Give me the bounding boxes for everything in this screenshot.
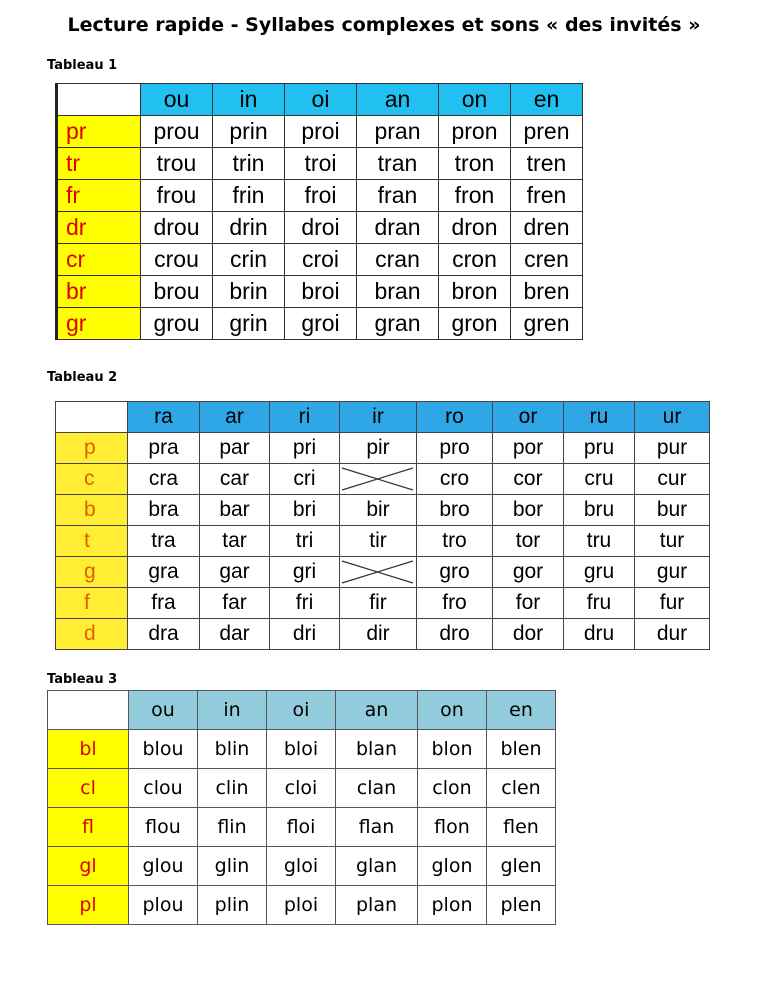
column-header: ir bbox=[340, 402, 417, 433]
syllable-cell: glen bbox=[487, 847, 556, 886]
syllable-cell: cro bbox=[417, 464, 493, 495]
table-row bbox=[56, 526, 710, 557]
syllable-cell: gra bbox=[128, 557, 200, 588]
syllable-cell: fra bbox=[128, 588, 200, 619]
corner-cell bbox=[48, 691, 129, 730]
syllable-cell: drou bbox=[141, 212, 213, 244]
column-header: ri bbox=[270, 402, 340, 433]
header-row bbox=[48, 691, 556, 730]
table-row bbox=[57, 244, 583, 276]
syllable-cell: prou bbox=[141, 116, 213, 148]
row-label: t bbox=[56, 526, 128, 557]
syllable-cell: gron bbox=[439, 308, 511, 340]
syllable-cell: clon bbox=[418, 769, 487, 808]
row-label: br bbox=[57, 276, 141, 308]
syllable-cell: dro bbox=[417, 619, 493, 650]
syllable-cell: broi bbox=[285, 276, 357, 308]
syllable-cell: gro bbox=[417, 557, 493, 588]
column-header: oi bbox=[267, 691, 336, 730]
syllable-cell: frin bbox=[213, 180, 285, 212]
column-header: en bbox=[487, 691, 556, 730]
syllable-cell: fri bbox=[270, 588, 340, 619]
header-row bbox=[57, 84, 583, 116]
syllable-cell: drin bbox=[213, 212, 285, 244]
syllable-cell: tri bbox=[270, 526, 340, 557]
column-header: ro bbox=[417, 402, 493, 433]
column-header: ou bbox=[129, 691, 198, 730]
crossed-out-cell bbox=[340, 557, 417, 588]
table-row bbox=[56, 619, 710, 650]
column-header: an bbox=[357, 84, 439, 116]
syllable-cell: prin bbox=[213, 116, 285, 148]
syllable-cell: clan bbox=[336, 769, 418, 808]
syllable-cell: gur bbox=[635, 557, 710, 588]
column-header: on bbox=[439, 84, 511, 116]
syllable-cell: far bbox=[200, 588, 270, 619]
syllable-cell: fren bbox=[511, 180, 583, 212]
syllable-cell: plin bbox=[198, 886, 267, 925]
syllable-cell: dren bbox=[511, 212, 583, 244]
syllable-cell: pur bbox=[635, 433, 710, 464]
syllable-cell: dri bbox=[270, 619, 340, 650]
syllable-cell: fro bbox=[417, 588, 493, 619]
table-row bbox=[57, 308, 583, 340]
syllable-cell: brin bbox=[213, 276, 285, 308]
syllable-cell: fran bbox=[357, 180, 439, 212]
column-header: or bbox=[493, 402, 564, 433]
syllable-cell: dra bbox=[128, 619, 200, 650]
syllable-cell: gri bbox=[270, 557, 340, 588]
syllable-cell: trou bbox=[141, 148, 213, 180]
syllable-cell: cloi bbox=[267, 769, 336, 808]
syllable-cell: droi bbox=[285, 212, 357, 244]
syllable-cell: clin bbox=[198, 769, 267, 808]
syllable-cell: tran bbox=[357, 148, 439, 180]
syllable-cell: floi bbox=[267, 808, 336, 847]
syllable-cell: bren bbox=[511, 276, 583, 308]
syllable-cell: blon bbox=[418, 730, 487, 769]
header-row bbox=[56, 402, 710, 433]
syllable-cell: blou bbox=[129, 730, 198, 769]
syllable-cell: clou bbox=[129, 769, 198, 808]
syllable-cell: pir bbox=[340, 433, 417, 464]
row-label: d bbox=[56, 619, 128, 650]
row-label: gr bbox=[57, 308, 141, 340]
syllable-cell: blen bbox=[487, 730, 556, 769]
column-header: oi bbox=[285, 84, 357, 116]
syllable-cell: grin bbox=[213, 308, 285, 340]
row-label: b bbox=[56, 495, 128, 526]
syllable-cell: glan bbox=[336, 847, 418, 886]
table-2-caption: Tableau 2 bbox=[47, 370, 118, 385]
syllable-cell: bran bbox=[357, 276, 439, 308]
syllable-cell: bor bbox=[493, 495, 564, 526]
syllable-cell: pri bbox=[270, 433, 340, 464]
syllable-cell: tur bbox=[635, 526, 710, 557]
column-header: ou bbox=[141, 84, 213, 116]
syllable-cell: gren bbox=[511, 308, 583, 340]
syllable-cell: pran bbox=[357, 116, 439, 148]
syllable-cell: bur bbox=[635, 495, 710, 526]
table-3 bbox=[47, 690, 556, 925]
syllable-cell: blan bbox=[336, 730, 418, 769]
syllable-cell: bir bbox=[340, 495, 417, 526]
table-2 bbox=[55, 401, 710, 650]
syllable-cell: crin bbox=[213, 244, 285, 276]
syllable-cell: pro bbox=[417, 433, 493, 464]
syllable-cell: ploi bbox=[267, 886, 336, 925]
crossed-out-cell bbox=[340, 464, 417, 495]
syllable-cell: trin bbox=[213, 148, 285, 180]
syllable-cell: tru bbox=[564, 526, 635, 557]
syllable-cell: brou bbox=[141, 276, 213, 308]
row-label: pr bbox=[57, 116, 141, 148]
syllable-cell: gor bbox=[493, 557, 564, 588]
syllable-cell: pra bbox=[128, 433, 200, 464]
cross-icon bbox=[340, 558, 415, 586]
syllable-cell: gru bbox=[564, 557, 635, 588]
syllable-cell: cran bbox=[357, 244, 439, 276]
table-row bbox=[57, 276, 583, 308]
syllable-cell: glon bbox=[418, 847, 487, 886]
syllable-cell: grou bbox=[141, 308, 213, 340]
table-row bbox=[57, 148, 583, 180]
table-row bbox=[57, 116, 583, 148]
syllable-cell: dur bbox=[635, 619, 710, 650]
column-header: ar bbox=[200, 402, 270, 433]
syllable-cell: tor bbox=[493, 526, 564, 557]
syllable-cell: blin bbox=[198, 730, 267, 769]
row-label: dr bbox=[57, 212, 141, 244]
syllable-cell: dor bbox=[493, 619, 564, 650]
table-3-caption: Tableau 3 bbox=[47, 672, 118, 687]
syllable-cell: pru bbox=[564, 433, 635, 464]
syllable-cell: glin bbox=[198, 847, 267, 886]
column-header: in bbox=[198, 691, 267, 730]
syllable-cell: pren bbox=[511, 116, 583, 148]
syllable-cell: bloi bbox=[267, 730, 336, 769]
table-row bbox=[48, 730, 556, 769]
table-row bbox=[56, 588, 710, 619]
row-label: cl bbox=[48, 769, 129, 808]
syllable-cell: plou bbox=[129, 886, 198, 925]
syllable-cell: for bbox=[493, 588, 564, 619]
syllable-cell: dar bbox=[200, 619, 270, 650]
column-header: ra bbox=[128, 402, 200, 433]
column-header: in bbox=[213, 84, 285, 116]
syllable-cell: tren bbox=[511, 148, 583, 180]
syllable-cell: par bbox=[200, 433, 270, 464]
column-header: on bbox=[418, 691, 487, 730]
syllable-cell: crou bbox=[141, 244, 213, 276]
row-label: g bbox=[56, 557, 128, 588]
syllable-cell: bron bbox=[439, 276, 511, 308]
table-1-caption: Tableau 1 bbox=[47, 58, 118, 73]
syllable-cell: flen bbox=[487, 808, 556, 847]
table-row bbox=[56, 557, 710, 588]
table-row bbox=[48, 886, 556, 925]
syllable-cell: cor bbox=[493, 464, 564, 495]
syllable-cell: bru bbox=[564, 495, 635, 526]
row-label: p bbox=[56, 433, 128, 464]
column-header: ur bbox=[635, 402, 710, 433]
table-row bbox=[57, 180, 583, 212]
row-label: pl bbox=[48, 886, 129, 925]
syllable-cell: proi bbox=[285, 116, 357, 148]
syllable-cell: tro bbox=[417, 526, 493, 557]
table-row bbox=[57, 212, 583, 244]
table-1 bbox=[55, 83, 583, 340]
syllable-cell: tir bbox=[340, 526, 417, 557]
syllable-cell: fru bbox=[564, 588, 635, 619]
table-row bbox=[48, 769, 556, 808]
cross-icon bbox=[340, 465, 415, 493]
syllable-cell: cra bbox=[128, 464, 200, 495]
syllable-cell: fur bbox=[635, 588, 710, 619]
row-label: gl bbox=[48, 847, 129, 886]
syllable-cell: dran bbox=[357, 212, 439, 244]
syllable-cell: bro bbox=[417, 495, 493, 526]
syllable-cell: pron bbox=[439, 116, 511, 148]
row-label: c bbox=[56, 464, 128, 495]
page-title: Lecture rapide - Syllabes complexes et sons « des invités » bbox=[67, 14, 701, 36]
syllable-cell: cri bbox=[270, 464, 340, 495]
syllable-cell: gar bbox=[200, 557, 270, 588]
syllable-cell: glou bbox=[129, 847, 198, 886]
syllable-cell: dir bbox=[340, 619, 417, 650]
syllable-cell: bri bbox=[270, 495, 340, 526]
column-header: ru bbox=[564, 402, 635, 433]
syllable-cell: flon bbox=[418, 808, 487, 847]
syllable-cell: groi bbox=[285, 308, 357, 340]
syllable-cell: tron bbox=[439, 148, 511, 180]
table-row bbox=[48, 808, 556, 847]
table-row bbox=[48, 847, 556, 886]
corner-cell bbox=[56, 402, 128, 433]
syllable-cell: croi bbox=[285, 244, 357, 276]
syllable-cell: cru bbox=[564, 464, 635, 495]
syllable-cell: por bbox=[493, 433, 564, 464]
column-header: en bbox=[511, 84, 583, 116]
row-label: fl bbox=[48, 808, 129, 847]
syllable-cell: dru bbox=[564, 619, 635, 650]
row-label: bl bbox=[48, 730, 129, 769]
syllable-cell: gran bbox=[357, 308, 439, 340]
column-header: an bbox=[336, 691, 418, 730]
syllable-cell: clen bbox=[487, 769, 556, 808]
syllable-cell: flin bbox=[198, 808, 267, 847]
row-label: f bbox=[56, 588, 128, 619]
syllable-cell: fir bbox=[340, 588, 417, 619]
syllable-cell: car bbox=[200, 464, 270, 495]
syllable-cell: tra bbox=[128, 526, 200, 557]
syllable-cell: bar bbox=[200, 495, 270, 526]
syllable-cell: cren bbox=[511, 244, 583, 276]
corner-cell bbox=[57, 84, 141, 116]
syllable-cell: troi bbox=[285, 148, 357, 180]
syllable-cell: bra bbox=[128, 495, 200, 526]
syllable-cell: dron bbox=[439, 212, 511, 244]
row-label: cr bbox=[57, 244, 141, 276]
syllable-cell: gloi bbox=[267, 847, 336, 886]
table-row bbox=[56, 464, 710, 495]
syllable-cell: flan bbox=[336, 808, 418, 847]
syllable-cell: plon bbox=[418, 886, 487, 925]
syllable-cell: plen bbox=[487, 886, 556, 925]
syllable-cell: froi bbox=[285, 180, 357, 212]
syllable-cell: tar bbox=[200, 526, 270, 557]
table-row bbox=[56, 433, 710, 464]
syllable-cell: frou bbox=[141, 180, 213, 212]
table-row bbox=[56, 495, 710, 526]
syllable-cell: plan bbox=[336, 886, 418, 925]
row-label: fr bbox=[57, 180, 141, 212]
syllable-cell: cur bbox=[635, 464, 710, 495]
row-label: tr bbox=[57, 148, 141, 180]
syllable-cell: flou bbox=[129, 808, 198, 847]
syllable-cell: fron bbox=[439, 180, 511, 212]
syllable-cell: cron bbox=[439, 244, 511, 276]
